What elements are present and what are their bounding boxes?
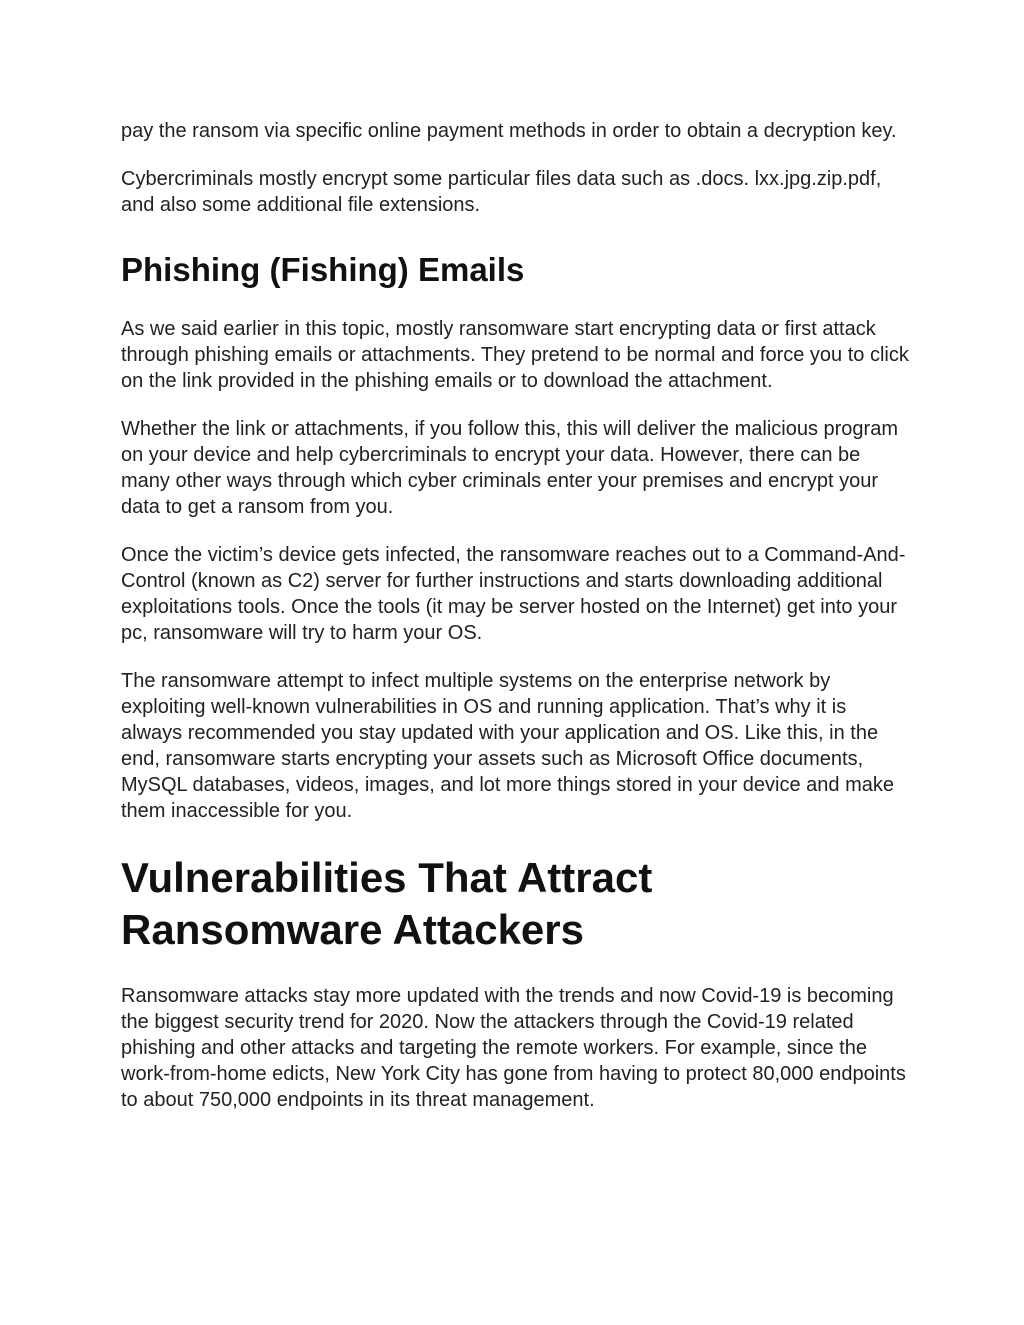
paragraph-enterprise-network: The ransomware attempt to infect multiple systems on the enterprise network by exploiting well-known vulnerabilities in OS and running application. That’s why it is always recommended you stay updated with your application and OS. Like this, in the end, ransomware starts encrypting your assets such as Microsoft Office documents, MySQL databases, videos, images, and lot more things stored in your device and make them inaccessible for you. xyxy=(121,670,894,822)
document-page xyxy=(121,118,911,1113)
paragraph-c2-server: Once the victim’s device gets infected, the ransomware reaches out to a Command-And-Control (known as C2) server for further instructions and starts downloading additional exploitations tools. Once the tools (it may be server hosted on the Internet) get into your pc, ransomware will try to harm your OS. xyxy=(121,544,906,644)
heading-vulnerabilities: Vulnerabilities That Attract Ransomware Attackers xyxy=(121,854,653,953)
heading-phishing-emails: Phishing (Fishing) Emails xyxy=(121,251,525,288)
paragraph-phishing-delivery: Whether the link or attachments, if you follow this, this will deliver the malicious program on your device and help cybercriminals to encrypt your data. However, there can be many other ways through which cyber criminals enter your premises and encrypt your data to get a ransom from you. xyxy=(121,418,898,518)
paragraph-covid-trend: Ransomware attacks stay more updated with the trends and now Covid-19 is becoming the biggest security trend for 2020. Now the attackers through the Covid-19 related phishing and other attacks and targeting the remote workers. For example, since the work-from-home edicts, New York City has gone from having to protect 80,000 endpoints to about 750,000 endpoints in its threat management. xyxy=(121,985,906,1111)
paragraph-ransom-payment: pay the ransom via specific online payment methods in order to obtain a decryption key. xyxy=(121,120,897,142)
paragraph-file-extensions: Cybercriminals mostly encrypt some particular files data such as .docs. lxx.jpg.zip.pdf, and also some additional file extensions. xyxy=(121,168,882,216)
paragraph-phishing-intro: As we said earlier in this topic, mostly ransomware start encrypting data or first attack through phishing emails or attachments. They pretend to be normal and force you to click on the link provided in the phishing emails or to download the attachment. xyxy=(121,318,909,392)
